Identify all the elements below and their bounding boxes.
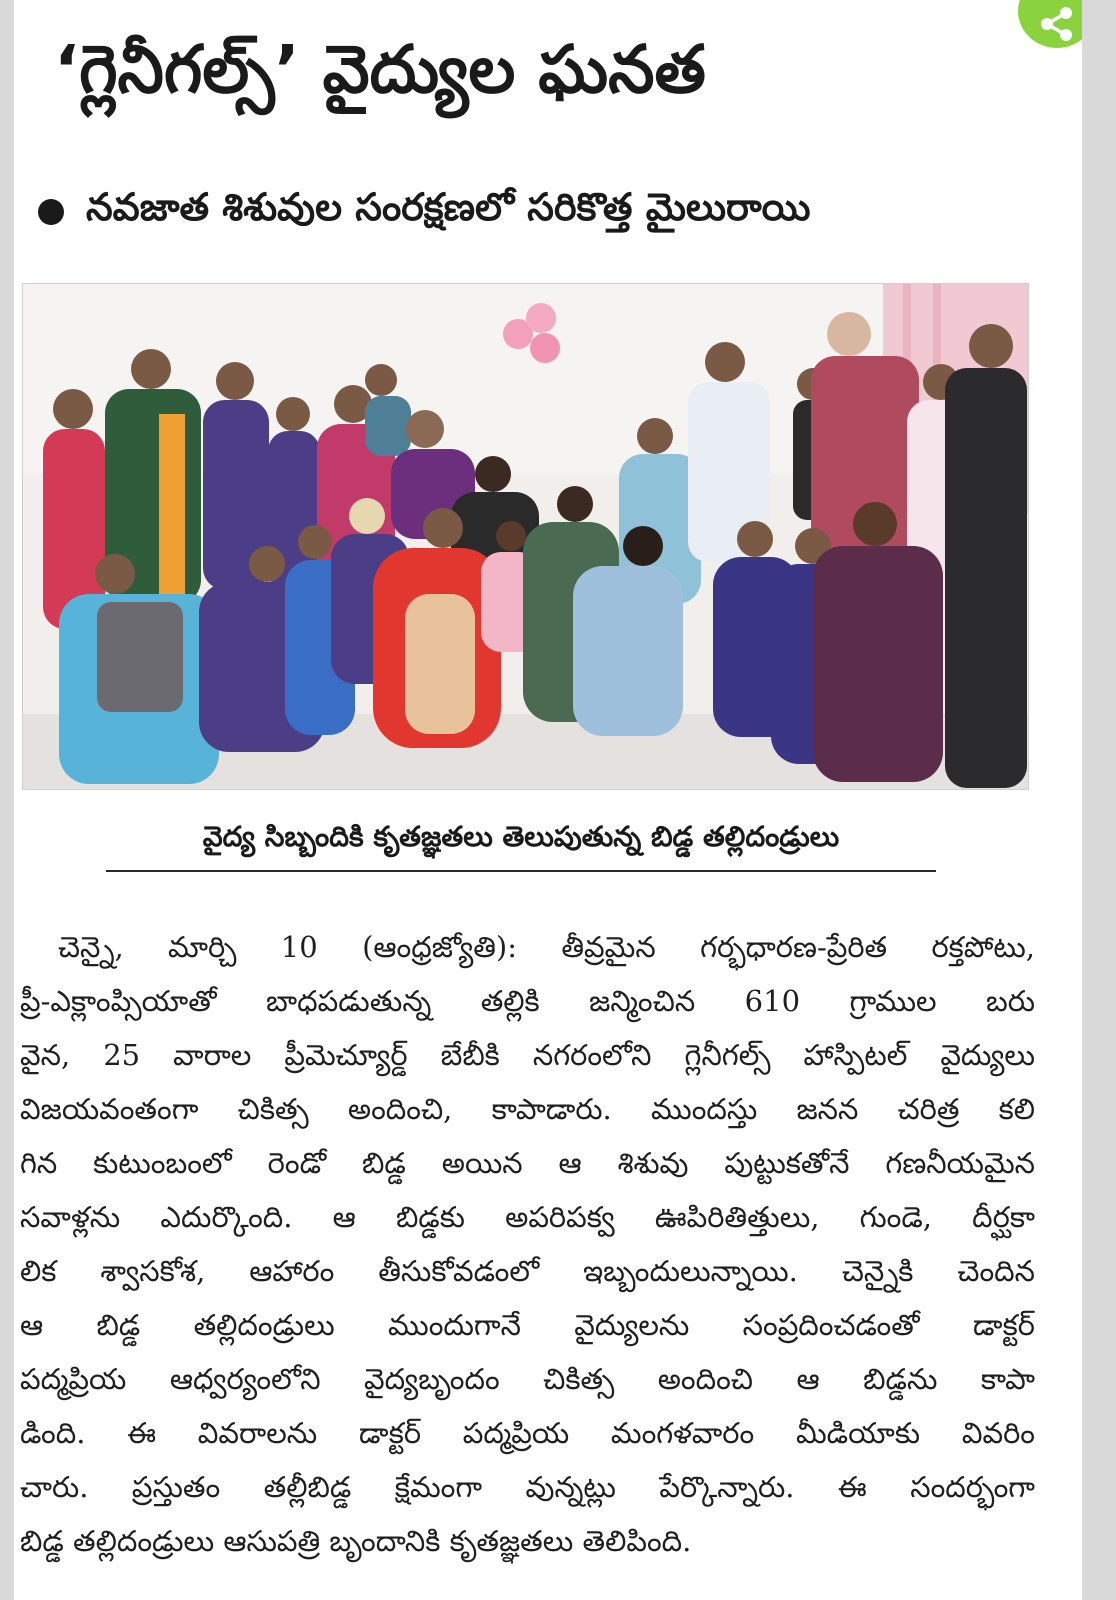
article-headline: ‘గ్లెనీగల్స్’ వైద్యుల ఘనత — [54, 31, 706, 108]
newspaper-clipping — [14, 0, 1082, 1600]
body-line: వైన, 25 వారాల ప్రీమెచ్యూర్డ్ బేబీకి నగరంలోని గ్లెనీగల్స్ హాస్పిటల్ వైద్యులు — [20, 1038, 1035, 1072]
body-line: ప్రీ-ఎక్లాంప్సియాతో బాధపడుతున్న తల్లికి జన్మించిన 610 గ్రాముల బరు — [20, 984, 1035, 1018]
body-line: ఆ బిడ్డ తల్లిదండ్రులు ముందుగానే వైద్యులను సంప్రదించడంతో డాక్టర్ — [20, 1308, 1035, 1342]
body-line: చారు. ప్రస్తుతం తల్లీబిడ్డ క్షేమంగా వున్నట్లు పేర్కొన్నారు. ఈ సందర్భంగా — [20, 1470, 1035, 1504]
subheadline-text: నవజాత శిశువుల సంరక్షణలో సరికొత్త మైలురాయి — [86, 185, 811, 229]
body-line: గిన కుటుంబంలో రెండో బిడ్డ అయిన ఆ శిశువు పుట్టుకతోనే గణనీయమైన — [20, 1146, 1035, 1180]
article-photo — [22, 283, 1029, 790]
body-line: సవాళ్లను ఎదుర్కొంది. ఆ బిడ్డకు అపరిపక్వ ఊపిరితిత్తులు, గుండె, దీర్ఘకా — [20, 1200, 1035, 1234]
article-subheadline — [38, 185, 1048, 239]
group-photo-illustration — [23, 284, 1028, 789]
body-line: విజయవంతంగా చికిత్స అందించి, కాపాడారు. ముందస్తు జనన చరిత్ర కలి — [20, 1092, 1035, 1126]
share-icon — [1038, 5, 1076, 43]
body-line: పద్మప్రియ ఆధ్వర్యంలోని వైద్యబృందం చికిత్స అందించి ఆ బిడ్డను కాపా — [20, 1362, 1035, 1396]
body-line: డింది. ఈ వివరాలను డాక్టర్ పద్మప్రియ మంగళవారం మీడియాకు వివరిం — [20, 1416, 1035, 1450]
article-body — [20, 920, 1035, 1568]
body-line: బిడ్డ తల్లిదండ్రులు ఆసుపత్రి బృందానికి కృతజ్ఞతలు తెలిపింది. — [20, 1524, 692, 1558]
body-line: లిక శ్వాసకోశ, ఆహారం తీసుకోవడంలో ఇబ్బందులున్నాయి. చెన్నైకి చెందిన — [20, 1254, 1035, 1288]
bullet-icon — [38, 199, 64, 225]
body-line: చెన్నై, మార్చి 10 (ఆంధ్రజ్యోతి): తీవ్రమైన గర్భధారణ-ప్రేరిత రక్తపోటు, — [58, 930, 1035, 964]
photo-caption: వైద్య సిబ్బందికి కృతజ్ఞతలు తెలుపుతున్న బిడ్డ తల్లిదండ్రులు — [106, 820, 936, 872]
